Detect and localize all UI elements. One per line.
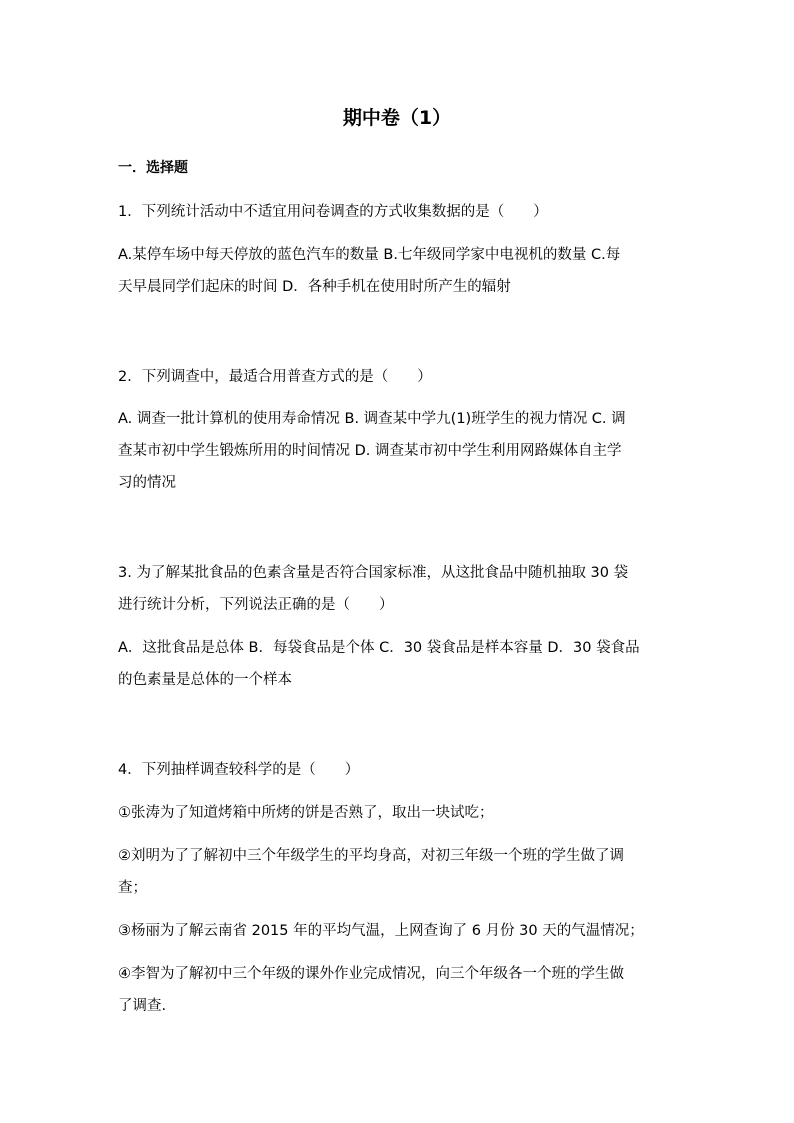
question-4-item-4-line-1: ④李智为了解初中三个年级的课外作业完成情况，向三个年级各一个班的学生做 [118, 966, 624, 982]
question-2-options-line-1: A. 调查一批计算机的使用寿命情况 B. 调查某中学九(1)班学生的视力情况 C. 调 [118, 411, 626, 427]
question-4-item-2-line-1: ②刘明为了了解初中三个年级学生的平均身高，对初三年级一个班的学生做了调 [118, 848, 624, 864]
question-4-item-4-line-2: 了调查. [118, 998, 167, 1014]
question-1-options-line-1: A.某停车场中每天停放的蓝色汽车的数量 B.七年级同学家中电视机的数量 C.每 [118, 247, 621, 263]
question-4-item-2-line-2: 查； [118, 880, 147, 896]
question-1-options-line-2: 天早晨同学们起床的时间 D．各种手机在使用时所产生的辐射 [118, 279, 511, 295]
question-3-options-line-2: 的色素量是总体的一个样本 [118, 672, 292, 688]
question-4-item-3: ③杨丽为了解云南省 2015 年的平均气温，上网查询了 6 月份 30 天的气温情况； [118, 923, 644, 939]
question-2-options-line-2: 查某市初中学生锻炼所用的时间情况 D. 调查某市初中学生利用网路媒体自主学 [118, 443, 622, 459]
question-2-stem: 2．下列调查中，最适合用普查方式的是（ ） [118, 369, 432, 385]
question-4-item-1: ①张涛为了知道烤箱中所烤的饼是否熟了，取出一块试吃； [118, 805, 494, 821]
question-3-stem-line-2: 进行统计分析，下列说法正确的是（ ） [118, 597, 394, 613]
question-3-options-line-1: A．这批食品是总体 B．每袋食品是个体 C．30 袋食品是样本容量 D．30 袋食品 [118, 640, 640, 656]
section-heading: 一．选择题 [118, 160, 188, 176]
question-4-stem: 4．下列抽样调查较科学的是（ ） [118, 762, 360, 778]
question-1-stem: 1．下列统计活动中不适宜用问卷调查的方式收集数据的是（ ） [118, 204, 548, 220]
page-title: 期中卷（1） [342, 107, 452, 129]
question-2-options-line-3: 习的情况 [118, 475, 176, 491]
question-3-stem-line-1: 3. 为了解某批食品的色素含量是否符合国家标准，从这批食品中随机抽取 30 袋 [118, 565, 629, 581]
